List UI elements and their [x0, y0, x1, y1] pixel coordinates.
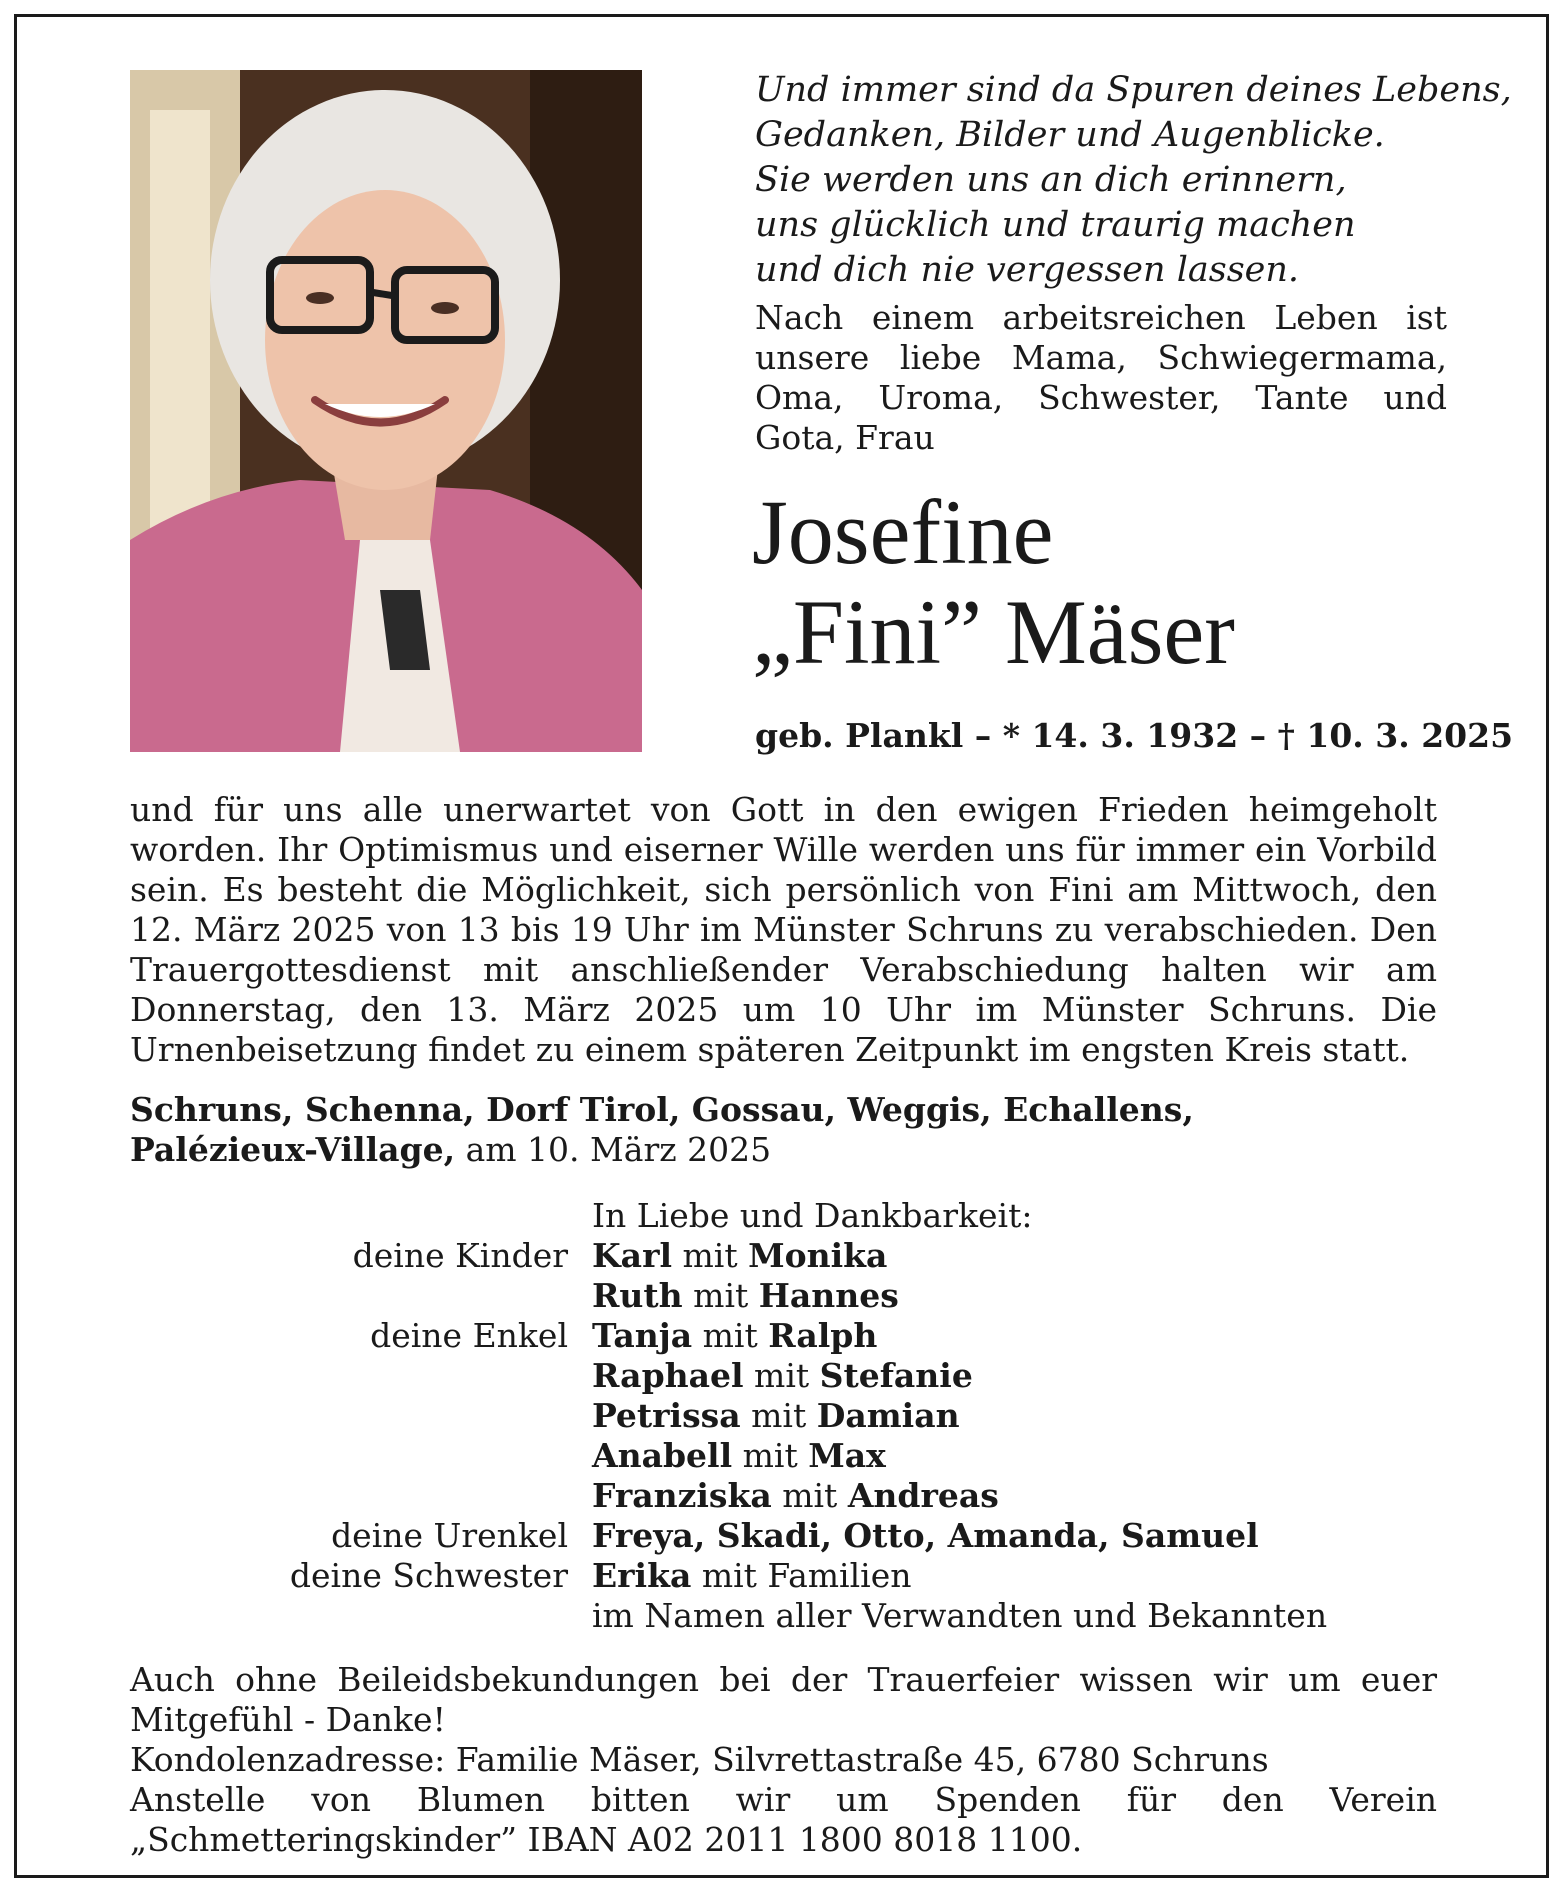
family-names: [592, 1356, 973, 1396]
deceased-name: [752, 482, 1492, 682]
family-connector: mit Familien: [691, 1556, 912, 1595]
family-names: [592, 1236, 887, 1276]
family-member: Ruth: [592, 1276, 683, 1315]
family-connector: mit: [682, 1276, 759, 1315]
footer-notes: [130, 1660, 1437, 1860]
name-first: Josefine: [752, 481, 1054, 583]
poem-line: und dich nie vergessen lassen.: [755, 250, 1300, 290]
family-relation: deine Kinder: [352, 1236, 568, 1275]
donation-note: Anstelle von Blumen bitten wir um Spenden für den Verein „Schmetteringskinder” IBAN A02 2011 1800 8018 1100.: [130, 1780, 1437, 1859]
family-row: [130, 1396, 1437, 1436]
family-connector: mit: [740, 1396, 817, 1435]
family-partner: Hannes: [758, 1276, 899, 1315]
places-line-1: Schruns, Schenna, Dorf Tirol, Gossau, Weggis, Echallens,: [130, 1090, 1194, 1129]
places-and-date: [130, 1090, 1437, 1170]
family-row: [130, 1596, 1437, 1636]
family-member: Karl: [592, 1236, 672, 1275]
poem-line: uns glücklich und traurig machen: [755, 205, 1356, 245]
family-member: Tanja: [592, 1316, 693, 1355]
poem-line: Gedanken, Bilder und Augenblicke.: [755, 115, 1385, 155]
family-names: [592, 1476, 999, 1516]
family-connector: im Namen aller Verwandten und Bekannten: [592, 1596, 1328, 1635]
family-row: [130, 1436, 1437, 1476]
family-row: [130, 1476, 1437, 1516]
family-row: [130, 1236, 1437, 1276]
family-relation: [130, 1596, 592, 1636]
condolence-address: Kondolenzadresse: Familie Mäser, Silvrettastraße 45, 6780 Schruns: [130, 1740, 1269, 1779]
family-relation: [130, 1436, 592, 1476]
family-connector: mit: [771, 1476, 848, 1515]
announcement-date: am 10. März 2025: [455, 1130, 772, 1169]
family-member: Erika: [592, 1556, 692, 1595]
family-connector: mit: [743, 1356, 820, 1395]
family-names: [592, 1516, 1259, 1556]
family-names: [592, 1436, 886, 1476]
body-paragraph: und für uns alle unerwartet von Gott in den ewigen Frieden heimgeholt worden. Ihr Optimismus und eiserner Wille werden uns für immer ein Vorbild sein. Es besteht die Möglichkeit, sich persönlich von Fini am Mittwoch, den 12. März 2025 von 13 bis 19 Uhr im Münster Schruns zu verabschieden. Den Trauergottesdienst mit anschließender Verabschiedung halten wir am Donnerstag, den 13. März 2025 um 10 Uhr im Münster Schruns. Die Urnenbeisetzung findet zu einem späteren Zeitpunkt im engsten Kreis statt.: [130, 790, 1437, 1069]
family-partner: Max: [808, 1436, 886, 1475]
family-names: [592, 1556, 911, 1596]
family-names: [592, 1396, 960, 1436]
poem-line: Sie werden uns an dich erinnern,: [755, 160, 1347, 200]
family-connector: mit: [672, 1236, 749, 1275]
family-heading: In Liebe und Dankbarkeit:: [592, 1196, 1033, 1235]
family-relation: [130, 1476, 592, 1516]
poem-line: Und immer sind da Spuren deines Lebens,: [755, 70, 1512, 110]
family-list: [130, 1196, 1437, 1636]
family-connector: mit: [692, 1316, 769, 1355]
family-names: [592, 1596, 1327, 1636]
portrait-photo: [130, 70, 642, 752]
family-relation: deine Schwester: [289, 1556, 568, 1595]
family-row: [130, 1356, 1437, 1396]
family-member: Raphael: [592, 1356, 744, 1395]
family-row: [130, 1276, 1437, 1316]
places-line-2: Palézieux-Village,: [130, 1130, 456, 1169]
family-relation: deine Enkel: [370, 1316, 568, 1355]
family-row: [130, 1556, 1437, 1596]
family-relation: [130, 1396, 592, 1436]
family-relation: [130, 1276, 592, 1316]
family-connector: mit: [732, 1436, 809, 1475]
family-partner: Ralph: [768, 1316, 878, 1355]
poem-verse: [755, 68, 1512, 293]
name-nickname-surname: „Fini” Mäser: [752, 581, 1235, 683]
family-relation: deine Urenkel: [331, 1516, 568, 1555]
family-partner: Andreas: [847, 1476, 999, 1515]
family-names: [592, 1316, 877, 1356]
family-row: [130, 1316, 1437, 1356]
family-member: Petrissa: [592, 1396, 741, 1435]
family-member: Freya, Skadi, Otto, Amanda, Samuel: [592, 1516, 1259, 1555]
family-member: Anabell: [592, 1436, 733, 1475]
intro-paragraph: Nach einem arbeitsreichen Leben ist unsere liebe Mama, Schwiegermama, Oma, Uroma, Schwester, Tante und Gota, Frau: [755, 298, 1447, 457]
family-relation: [130, 1356, 592, 1396]
family-names: [592, 1276, 899, 1316]
family-partner: Damian: [816, 1396, 960, 1435]
family-member: Franziska: [592, 1476, 772, 1515]
family-partner: Stefanie: [819, 1356, 973, 1395]
family-row: [130, 1516, 1437, 1556]
condolence-note: Auch ohne Beileidsbekundungen bei der Trauerfeier wissen wir um euer Mitgefühl - Danke!: [130, 1660, 1437, 1739]
life-dates: geb. Plankl – * 14. 3. 1932 – † 10. 3. 2025: [755, 716, 1514, 755]
family-partner: Monika: [748, 1236, 888, 1275]
